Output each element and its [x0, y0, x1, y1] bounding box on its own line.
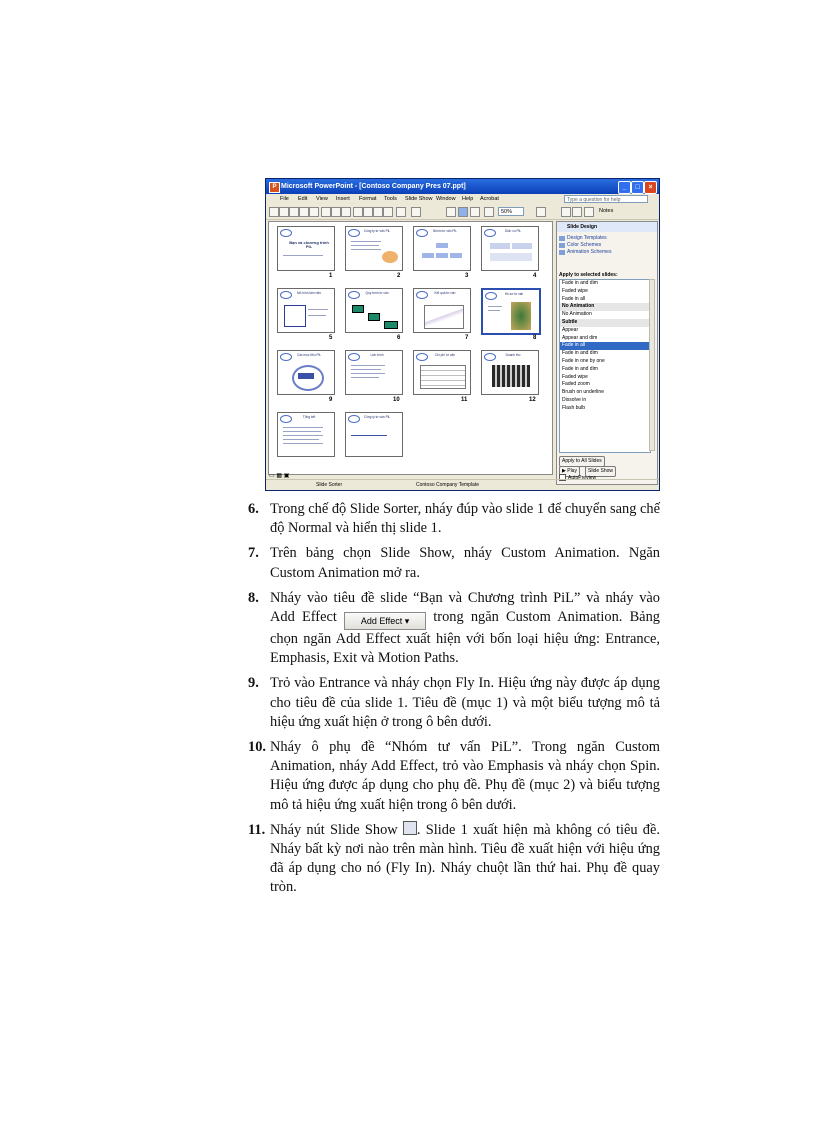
ask-question-box[interactable]: Type a question for help: [564, 195, 648, 203]
step-number: 9.: [248, 675, 259, 692]
step-9: [248, 674, 660, 732]
slide-number: 9: [329, 397, 333, 403]
animation-icon[interactable]: [584, 207, 594, 217]
sorter-view-icon[interactable]: ▦: [276, 473, 283, 479]
slide-title: Quy trình tư vấn: [365, 291, 389, 295]
step-7: [248, 544, 660, 582]
slide-number: 1: [329, 273, 333, 279]
step-text: Trên bảng chọn Slide Show, nháy Custom Animation. Ngăn Custom Animation mở ra.: [270, 545, 660, 581]
slide-line: [488, 306, 502, 307]
slide-line: [283, 443, 323, 444]
slide-title: Bạn và chương trình PiL: [289, 240, 329, 249]
list-item[interactable]: Fade in and dim: [562, 280, 598, 286]
design-icon[interactable]: [572, 207, 582, 217]
step-text-continued: . Slide 1 xuất hiện mà không có tiêu đề. Nháy bất kỳ nơi nào trên màn hình. Tiêu đề xuất hiện với hiệu ứng đã áp dụng cho nó (Fly In). Nháy chuột lần thứ hai. Phụ đề quay tròn.: [270, 821, 660, 896]
slide-number: 7: [465, 335, 469, 341]
slide-thumbnail[interactable]: [345, 288, 403, 333]
slide-number: 2: [397, 273, 401, 279]
list-scrollbar[interactable]: [649, 279, 655, 451]
list-item[interactable]: Appear: [562, 326, 579, 333]
slide-thumbnail[interactable]: [345, 226, 403, 271]
slide-number: 4: [533, 273, 537, 279]
menu-format[interactable]: Format: [359, 196, 377, 202]
permission-icon[interactable]: [299, 207, 309, 217]
chart-clipart: [424, 305, 464, 329]
list-item[interactable]: Dissolve in: [562, 396, 587, 403]
slide-line: [283, 255, 323, 256]
new-icon[interactable]: [269, 207, 279, 217]
list-item[interactable]: Brush on underline: [562, 389, 604, 396]
window-title: Microsoft PowerPoint - [Contoso Company Pres 07.ppt]: [281, 183, 466, 190]
slide-thumbnail[interactable]: [345, 350, 403, 395]
list-item[interactable]: Faded wipe: [562, 373, 588, 380]
slide-thumbnail-selected[interactable]: [481, 288, 541, 335]
person-clipart: [511, 302, 531, 330]
slide-thumbnail[interactable]: [277, 226, 335, 271]
print-preview-icon[interactable]: [331, 207, 341, 217]
print-icon[interactable]: [321, 207, 331, 217]
step-6: [248, 500, 660, 538]
step-number: 11.: [248, 821, 266, 838]
close-button[interactable]: ×: [644, 181, 657, 194]
diagram-box: [512, 243, 532, 249]
apply-to-all-slides-button[interactable]: Apply to All Slides: [559, 456, 605, 467]
org-chart-box: [450, 253, 462, 258]
slide-line: [283, 439, 319, 440]
step-text: Trong chế độ Slide Sorter, nháy đúp vào slide 1 để chuyển sang chế độ Normal và hiển thị slide 1.: [270, 501, 660, 537]
menu-bar: [266, 194, 659, 205]
flow-box: [384, 321, 398, 329]
help-icon[interactable]: [536, 207, 546, 217]
notes-button[interactable]: Notes: [599, 208, 614, 214]
slide-thumbnail[interactable]: [345, 412, 403, 457]
slide-thumbnail[interactable]: [413, 288, 471, 333]
grayscale-icon[interactable]: [484, 207, 494, 217]
menu-insert[interactable]: Insert: [336, 196, 350, 202]
play-button[interactable]: ▶ Play: [559, 466, 580, 477]
menu-file[interactable]: File: [280, 196, 289, 202]
apply-to-label: Apply to selected slides:: [559, 272, 618, 278]
normal-view-icon[interactable]: ▭: [269, 473, 275, 479]
slide-title: Doanh thu: [505, 353, 521, 357]
menu-help[interactable]: Help: [462, 196, 474, 202]
step-text: Trỏ vào Entrance và nháy chọn Fly In. Hiệu ứng này được áp dụng cho tiêu đề của slide 1. Tiêu đề (mục 1) và một biểu tượng mô tả hiệu ứng xuất hiện ở trong ô bên dưới.: [270, 675, 660, 730]
slide-number: 11: [461, 397, 468, 403]
open-icon[interactable]: [279, 207, 289, 217]
cloud-clipart: [382, 251, 398, 263]
slide-title: Tổng kết: [302, 415, 316, 419]
slide-thumbnail[interactable]: [481, 350, 539, 395]
slide-title: Mô hình làm việc: [296, 291, 322, 295]
slide-line: [351, 369, 381, 370]
flow-box: [352, 305, 364, 313]
slide-line: [351, 365, 385, 366]
slide-title: Công ty tư vấn PiL: [363, 229, 391, 233]
paste-icon[interactable]: [373, 207, 383, 217]
zoom-select[interactable]: 50%: [498, 207, 524, 216]
org-chart-box: [436, 253, 448, 258]
standard-toolbar: [266, 205, 659, 220]
slide-line: [283, 435, 323, 436]
link-design-templates[interactable]: Design Templates: [567, 235, 607, 241]
animation-schemes-icon: [559, 250, 565, 255]
new-slide-icon[interactable]: [561, 207, 571, 217]
diagram-clipart: [284, 305, 306, 327]
list-item-selected[interactable]: Fade in all: [560, 342, 650, 350]
menu-slide-show[interactable]: Slide Show: [405, 196, 433, 202]
step-text: Nháy ô phụ đề “Nhóm tư vấn PiL”. Trong ngăn Custom Animation, nháy Add Effect, trỏ vào Emphasis và nháy chọn Spin. Hiệu ứng được áp dụng cho phụ đề. Phụ đề (mục 2) và biểu tượng mô tả hiệu ứng xuất hiện trong ô bên dưới.: [270, 739, 660, 813]
play-label: Play: [567, 468, 577, 474]
minimize-button[interactable]: _: [618, 181, 631, 194]
autopreview-label: AutoPreview: [568, 474, 597, 481]
slide-number: 12: [529, 397, 536, 403]
slide-line: [283, 431, 321, 432]
slide-line: [351, 377, 379, 378]
step-number: 7.: [248, 545, 259, 562]
slide-line: [283, 427, 323, 428]
slide-number: 5: [329, 335, 333, 341]
org-chart-box: [436, 243, 448, 248]
design-templates-icon: [559, 236, 565, 241]
menu-edit[interactable]: Edit: [298, 196, 308, 202]
list-item[interactable]: Flash bulb: [562, 404, 586, 411]
list-item[interactable]: Faded zoom: [562, 381, 590, 388]
slide-line: [488, 310, 500, 311]
slide-line: [351, 249, 381, 250]
maximize-button[interactable]: □: [631, 181, 644, 194]
cut-icon[interactable]: [353, 207, 363, 217]
slide-number: 3: [465, 273, 469, 279]
task-pane-title: Slide Design: [557, 222, 657, 232]
slide-sorter-view-icon[interactable]: [458, 207, 468, 217]
slide-number: 10: [393, 397, 400, 403]
view-buttons: [269, 472, 289, 479]
slide-line: [308, 315, 326, 316]
status-view: Slide Sorter: [316, 482, 343, 488]
slide-title: Lịch trình: [370, 353, 384, 357]
diagram-box: [490, 253, 532, 261]
slide-line: [351, 245, 379, 246]
slide-number: 8: [533, 335, 537, 341]
slide-line: [351, 435, 387, 436]
list-item[interactable]: Faded wipe: [562, 287, 588, 294]
diagram-box: [490, 243, 510, 249]
slide-thumbnail[interactable]: [413, 226, 471, 271]
instruction-steps: [248, 500, 660, 904]
step-text: Nháy nút Slide Show: [270, 821, 398, 838]
chart-icon[interactable]: [446, 207, 456, 217]
list-group-header: No Animation: [560, 303, 650, 311]
slide-line: [308, 309, 328, 310]
list-item[interactable]: Fade in and dim: [562, 365, 598, 372]
slide-title: Chi phí tư vấn: [434, 353, 456, 357]
slide-thumbnail[interactable]: [413, 350, 471, 395]
color-schemes-icon: [559, 243, 565, 248]
step-10: [248, 738, 660, 815]
copy-icon[interactable]: [363, 207, 373, 217]
step-8: [248, 589, 660, 669]
menu-acrobat[interactable]: Acrobat: [480, 196, 499, 202]
logo-icon: [280, 229, 292, 237]
menu-tools[interactable]: Tools: [384, 196, 397, 202]
slide-title: Công ty tư vấn PiL: [363, 415, 391, 419]
slide-line: [351, 373, 385, 374]
list-item[interactable]: Fade in one by one: [562, 357, 605, 364]
menu-window[interactable]: Window: [436, 196, 456, 202]
slide-title: Nhóm tư vấn PiL: [433, 229, 457, 233]
format-painter-icon[interactable]: [383, 207, 393, 217]
step-number: 6.: [248, 501, 259, 517]
flow-box: [368, 313, 380, 321]
step-text: Nháy vào tiêu đề slide “Bạn và Chương trình PiL” và nháy vào Add Effect: [270, 589, 660, 626]
table-clipart: [420, 365, 466, 389]
slide-design-task-pane: [556, 221, 658, 485]
list-item[interactable]: Fade in all: [562, 295, 586, 302]
email-icon[interactable]: [309, 207, 319, 217]
slide-thumbnail[interactable]: [277, 350, 335, 395]
add-effect-button-image: Add Effect ▾: [344, 612, 426, 630]
status-bar: [266, 479, 659, 490]
step-number: 10.: [248, 739, 266, 756]
slide-show-label: Slide Show: [588, 468, 614, 474]
animation-scheme-list[interactable]: [559, 279, 651, 453]
slide-thumbnail[interactable]: [481, 226, 539, 271]
list-group-header: Subtle: [560, 319, 650, 327]
cycle-center-box: [298, 373, 314, 379]
slide-sorter-pane: [268, 221, 553, 475]
spelling-icon[interactable]: [341, 207, 351, 217]
slide-thumbnail[interactable]: [277, 412, 335, 457]
step-number: 8.: [248, 589, 259, 606]
list-item[interactable]: No Animation: [562, 311, 592, 318]
step-text-continued: trong ngăn Custom Animation. Bảng chọn ngăn Add Effect xuất hiện với bốn loại hiệu ứng: Entrance, Emphasis, Exit và Motion Paths.: [270, 609, 660, 667]
slide-title: Kết quả tư vấn: [434, 291, 456, 295]
status-template: Contoso Company Template: [416, 482, 479, 488]
step-11: [248, 821, 660, 898]
list-item[interactable]: Fade in and dim: [562, 350, 598, 357]
link-color-schemes[interactable]: Color Schemes: [567, 242, 602, 248]
slide-show-icon: [403, 821, 417, 835]
slide-thumbnail[interactable]: [277, 288, 335, 333]
skyline-clipart: [492, 365, 530, 387]
powerpoint-window-screenshot: [265, 178, 660, 491]
undo-icon[interactable]: [396, 207, 406, 217]
save-icon[interactable]: [289, 207, 299, 217]
slide-number: 6: [397, 335, 401, 341]
title-bar: [266, 179, 659, 194]
slide-line: [351, 241, 381, 242]
org-chart-box: [422, 253, 434, 258]
slide-title: Dịch vụ PiL: [504, 229, 522, 233]
link-animation-schemes[interactable]: Animation Schemes: [567, 249, 612, 255]
powerpoint-app-icon: P: [269, 182, 280, 193]
show-view-icon[interactable]: ▣: [283, 473, 290, 479]
expand-all-icon[interactable]: [470, 207, 480, 217]
list-item[interactable]: Appear and dim: [562, 334, 598, 341]
redo-icon[interactable]: [411, 207, 421, 217]
slide-title: Hồ sơ tư vấn: [504, 292, 524, 296]
menu-view[interactable]: View: [316, 196, 328, 202]
slide-title: Các mục tiêu PiL: [296, 353, 322, 357]
